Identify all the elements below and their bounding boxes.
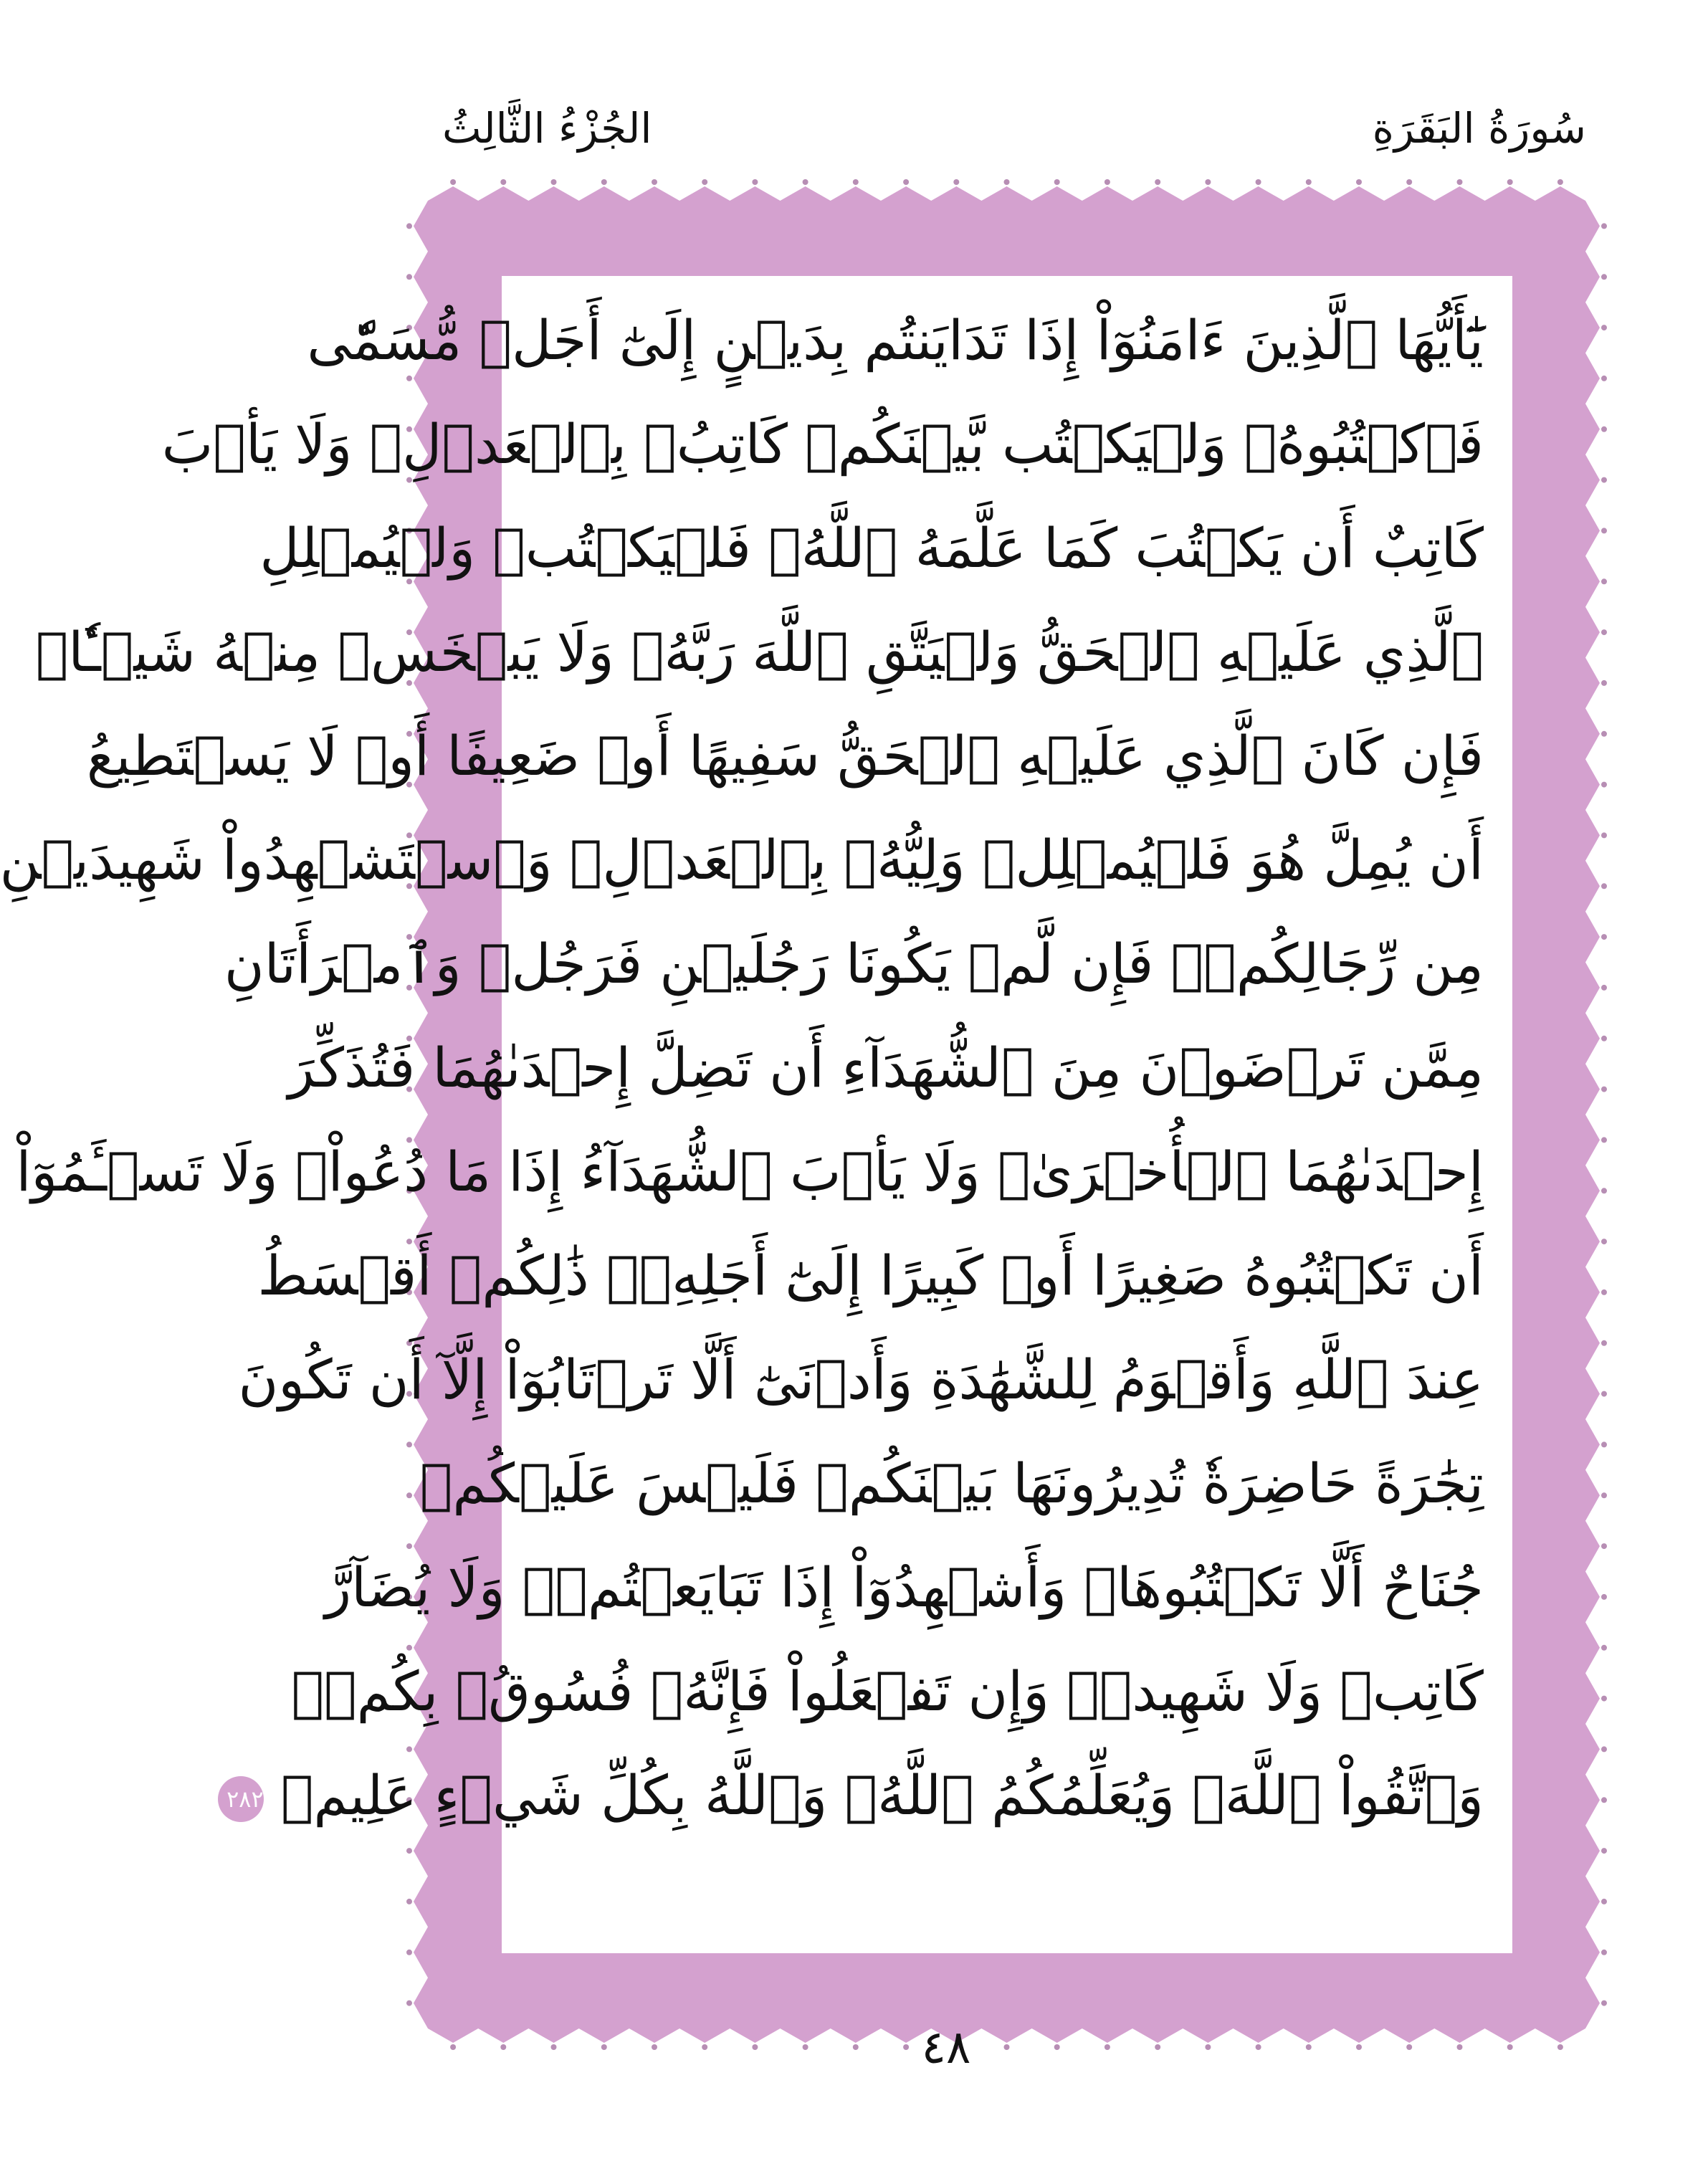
frame-ornament-dot	[1256, 179, 1261, 185]
frame-ornament-dot	[406, 1441, 412, 1447]
frame-ornament-dot	[1601, 1594, 1607, 1600]
verse-line-9: إِحۡدَىٰهُمَا ٱلۡأُخۡرَىٰۚ وَلَا يَأۡبَ ٱلشُّهَدَآءُ إِذَا مَا دُعُواْۚ وَلَا تَسۡـَٔمُوٓاْ	[16, 1140, 1484, 1203]
verse-line-3: كَاتِبٌ أَن يَكۡتُبَ كَمَا عَلَّمَهُ ٱللَّهُۚ فَلۡيَكۡتُبۡ وَلۡيُمۡلِلِ	[259, 516, 1484, 580]
frame-ornament-dot	[500, 179, 506, 185]
frame-ornament-dot	[903, 179, 909, 185]
frame-ornament-dot	[1054, 179, 1060, 185]
frame-ornament-dot	[551, 179, 557, 185]
verse-line-11: عِندَ ٱللَّهِ وَأَقۡوَمُ لِلشَّهَٰدَةِ وَأَدۡنَىٰٓ أَلَّا تَرۡتَابُوٓاْ إِلَّآ أَن تَكُونَ	[238, 1348, 1484, 1411]
frame-ornament-dot	[1457, 179, 1463, 185]
verse-line-10: أَن تَكۡتُبُوهُ صَغِيرًا أَوۡ كَبِيرًا إِلَىٰٓ أَجَلِهِۦۚ ذَٰلِكُمۡ أَقۡسَطُ	[257, 1244, 1484, 1307]
verse-line-6: أَن يُمِلَّ هُوَ فَلۡيُمۡلِلۡ وَلِيُّهُۥ بِٱلۡعَدۡلِۚ وَٱسۡتَشۡهِدُواْ شَهِيدَيۡنِ	[0, 828, 1484, 892]
frame-ornament-dot	[1601, 376, 1607, 381]
frame-ornament-dot	[1601, 1797, 1607, 1803]
frame-ornament-dot	[1601, 426, 1607, 432]
frame-ornament-dot	[803, 179, 808, 185]
ayah-number-marker: ٢٨٢	[218, 1776, 264, 1822]
frame-ornament-dot	[1406, 179, 1412, 185]
verse-line-1: يَٰٓأَيُّهَا ٱلَّذِينَ ءَامَنُوٓاْ إِذَا تَدَايَنتُم بِدَيۡنٍ إِلَىٰٓ أَجَلٖ مُّسَمّٗى	[307, 308, 1484, 372]
frame-ornament-dot	[1601, 578, 1607, 584]
frame-ornament-dot	[1356, 179, 1362, 185]
frame-ornament-dot	[1306, 179, 1312, 185]
verse-line-7: مِن رِّجَالِكُمۡۖ فَإِن لَّمۡ يَكُونَا رَجُلَيۡنِ فَرَجُلٞ وَٱمۡرَأَتَانِ	[224, 932, 1484, 996]
frame-ornament-dot	[406, 223, 412, 229]
frame-ornament-dot	[601, 179, 607, 185]
verse-line-12: تِجَٰرَةً حَاضِرَةٗ تُدِيرُونَهَا بَيۡنَكُمۡ فَلَيۡسَ عَلَيۡكُمۡ	[419, 1451, 1484, 1515]
juz-name: الجُزْءُ الثَّالِثُ	[442, 104, 652, 153]
frame-ornament-dot	[1601, 477, 1607, 483]
frame-ornament-dot	[1601, 1391, 1607, 1397]
verse-line-8: مِمَّن تَرۡضَوۡنَ مِنَ ٱلشُّهَدَآءِ أَن تَضِلَّ إِحۡدَىٰهُمَا فَتُذَكِّرَ	[287, 1036, 1484, 1100]
verse-line-14: كَاتِبٞ وَلَا شَهِيدٞۚ وَإِن تَفۡعَلُواْ فَإِنَّهُۥ فُسُوقُۢ بِكُمۡۗ	[291, 1659, 1484, 1723]
frame-ornament-dot	[1601, 1441, 1607, 1447]
verse-line-5: فَإِن كَانَ ٱلَّذِي عَلَيۡهِ ٱلۡحَقُّ سَفِيهًا أَوۡ ضَعِيفًا أَوۡ لَا يَسۡتَطِيعُ	[86, 724, 1484, 788]
frame-ornament-dot	[406, 274, 412, 280]
frame-ornament-dot	[1601, 1492, 1607, 1498]
frame-ornament-dot	[1601, 1543, 1607, 1549]
frame-ornament-dot	[1601, 1899, 1607, 1904]
frame-ornament-dot	[652, 179, 657, 185]
verse-line-15	[226, 1745, 1484, 1846]
frame-ornament-dot	[1004, 179, 1010, 185]
verse-area	[0, 276, 1512, 1953]
frame-ornament-dot	[1105, 179, 1110, 185]
frame-ornament-dot	[1601, 528, 1607, 533]
frame-ornament-dot	[406, 1950, 412, 1955]
frame-ornament-dot	[752, 179, 758, 185]
verse-line-15-text: وَٱتَّقُواْ ٱللَّهَۖ وَيُعَلِّمُكُمُ ٱللَّهُۗ وَٱللَّهُ بِكُلِّ شَيۡءٍ عَلِيمٞ	[280, 1763, 1484, 1827]
frame-ornament-dot	[1601, 985, 1607, 991]
page-number: ٤٨	[921, 2021, 971, 2074]
frame-ornament-dot	[406, 1848, 412, 1854]
frame-ornament-dot	[1601, 782, 1607, 788]
frame-ornament-dot	[1601, 325, 1607, 330]
frame-ornament-dot	[1601, 934, 1607, 940]
verse-line-4: ٱلَّذِي عَلَيۡهِ ٱلۡحَقُّ وَلۡيَتَّقِ ٱللَّهَ رَبَّهُۥ وَلَا يَبۡخَسۡ مِنۡهُ شَيۡـٔٗاۚ	[35, 620, 1484, 684]
frame-ornament-dot	[702, 179, 707, 185]
surah-name: سُورَةُ البَقَرَةِ	[1372, 104, 1586, 153]
frame-ornament-dot	[406, 2001, 412, 2006]
frame-ornament-dot	[1601, 629, 1607, 635]
frame-ornament-dot	[406, 1899, 412, 1904]
frame-ornament-dot	[1601, 731, 1607, 737]
frame-ornament-dot	[1601, 223, 1607, 229]
frame-ornament-dot	[1601, 1848, 1607, 1854]
frame-ornament-dot	[853, 179, 859, 185]
frame-ornament-dot	[1601, 1289, 1607, 1295]
frame-ornament-dot	[1205, 179, 1211, 185]
frame-ornament-dot	[1601, 680, 1607, 686]
frame-ornament-dot	[1601, 1036, 1607, 1041]
frame-ornament-dot	[1601, 1746, 1607, 1752]
frame-ornament-dot	[1601, 274, 1607, 280]
frame-ornament-dot	[1601, 832, 1607, 838]
frame-ornament-dot	[1601, 1950, 1607, 1955]
verse-line-2: فَٱكۡتُبُوهُۚ وَلۡيَكۡتُب بَّيۡنَكُمۡ كَاتِبُۢ بِٱلۡعَدۡلِۚ وَلَا يَأۡبَ	[161, 412, 1484, 476]
frame-ornament-dot	[450, 179, 456, 185]
frame-ornament-dot	[1601, 1188, 1607, 1193]
frame-ornament-dot	[1601, 2001, 1607, 2006]
frame-ornament-dot	[1601, 883, 1607, 889]
frame-ornament-dot	[1601, 1645, 1607, 1651]
frame-ornament-dot	[953, 179, 959, 185]
frame-ornament-dot	[1601, 1340, 1607, 1346]
frame-ornament-dot	[1557, 179, 1563, 185]
frame-ornament-dot	[1601, 1137, 1607, 1143]
frame-ornament-dot	[1601, 1239, 1607, 1244]
frame-ornament-dot	[406, 1492, 412, 1498]
frame-ornament-dot	[1601, 1696, 1607, 1702]
frame-ornament-dot	[1507, 179, 1513, 185]
frame-ornament-dot	[1155, 179, 1160, 185]
frame-ornament-dot	[1601, 1087, 1607, 1092]
verse-line-13: جُنَاحٌ أَلَّا تَكۡتُبُوهَاۗ وَأَشۡهِدُوٓاْ إِذَا تَبَايَعۡتُمۡۚ وَلَا يُضَآرَّ	[325, 1555, 1484, 1619]
